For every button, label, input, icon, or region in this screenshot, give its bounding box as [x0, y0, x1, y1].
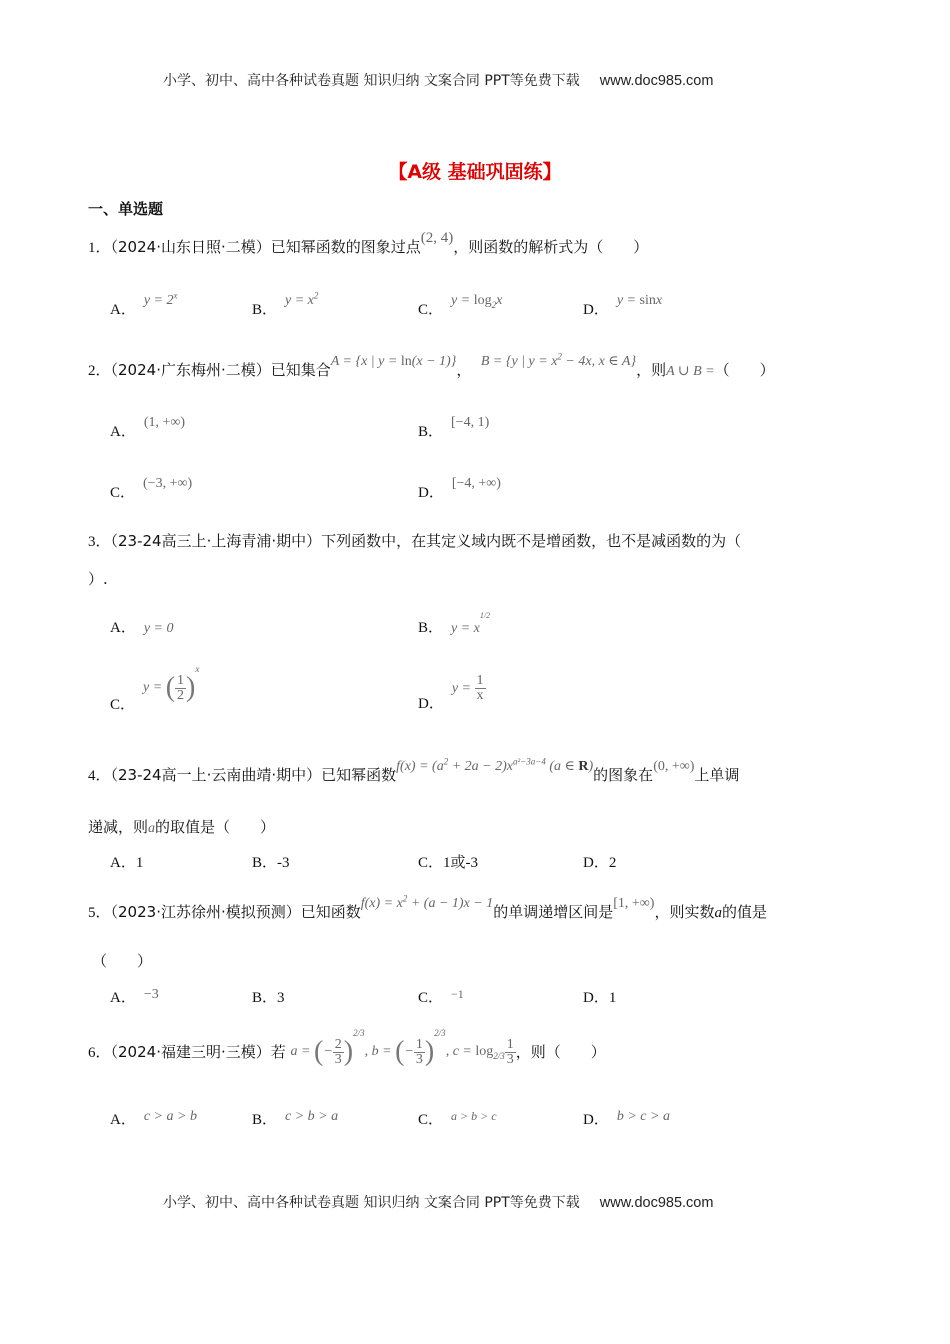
footer-text: 小学、初中、高中各种试卷真题 知识归纳 文案合同 PPT等免费下载: [163, 1195, 580, 1211]
question-stem: 已知函数: [300, 903, 361, 921]
option-label: C．: [418, 855, 444, 871]
option-4a[interactable]: [110, 851, 143, 872]
option-6a[interactable]: [110, 1108, 197, 1129]
question-stem: 下列函数中，在其定义域内既不是增函数，也不是减函数的为（: [321, 532, 742, 550]
option-6d[interactable]: [583, 1108, 670, 1129]
option-label: D．: [583, 1112, 609, 1128]
option-3c[interactable]: [110, 663, 200, 714]
option-math: b > c > a: [616, 1109, 670, 1124]
option-label: A．: [110, 1112, 136, 1128]
option-label: D．: [418, 485, 444, 501]
math-point: (2, 4): [420, 230, 454, 246]
question-stem: 上单调: [694, 766, 740, 784]
option-value: 1: [608, 990, 617, 1006]
option-label: A．: [110, 302, 136, 318]
option-value: 3: [277, 990, 285, 1006]
question-source: （2024·山东日照·二模）: [110, 238, 271, 256]
function-math: $f(x) = x^2 + (a - 1)x - 1$: [360, 893, 494, 911]
option-label: C．: [418, 1112, 444, 1128]
option-math: y = 0: [143, 621, 174, 636]
option-5a[interactable]: [110, 986, 159, 1007]
interval-math: (0, +∞): [653, 759, 695, 774]
question-number: 1．: [88, 240, 111, 256]
question-stem: ，则: [636, 361, 667, 379]
page-title: 【A级 基础巩固练】: [388, 161, 562, 183]
question-4: [88, 756, 740, 785]
question-4-continued: [88, 816, 275, 837]
question-stem: 已知幂函数: [321, 766, 397, 784]
option-math: $y = x^{1/2}$: [451, 611, 491, 636]
option-3b[interactable]: [418, 611, 491, 637]
option-label: D．: [583, 990, 609, 1006]
option-label: A．: [110, 990, 136, 1006]
question-stem: 若: [270, 1043, 286, 1062]
variable-a: a: [714, 905, 722, 921]
option-math: (−3, +∞): [143, 476, 193, 491]
option-label: B．: [252, 1112, 278, 1128]
question-stem-continued: ）.: [88, 570, 108, 588]
option-2b[interactable]: [418, 415, 490, 441]
option-label: D．: [583, 302, 609, 318]
option-label: C．: [418, 990, 444, 1006]
question-number: 6．: [88, 1045, 111, 1062]
option-label: B．: [252, 855, 278, 871]
option-4b[interactable]: [252, 851, 290, 872]
header-url[interactable]: www.doc985.com: [599, 73, 714, 89]
question-number: 5．: [88, 905, 111, 921]
option-2d[interactable]: [418, 476, 501, 502]
option-math: −3: [143, 987, 159, 1002]
option-5c[interactable]: [418, 986, 464, 1007]
option-math: y = sinx: [616, 293, 663, 308]
option-value: 1: [135, 855, 144, 871]
question-stem: 的值是: [721, 903, 767, 921]
option-math: $y = x^2$: [285, 290, 319, 308]
option-value: -3: [277, 855, 290, 871]
option-label: A．: [110, 424, 136, 440]
option-value: 2: [608, 855, 617, 871]
option-3d[interactable]: [418, 673, 486, 712]
option-math: y = ( $\frac{1}{2}$ )$^x$: [143, 663, 200, 703]
option-1b[interactable]: [252, 290, 319, 319]
question-number: 3．: [88, 534, 111, 550]
option-label: B．: [418, 424, 444, 440]
set-a-math: A = {x | y = ln(x − 1)}: [330, 354, 457, 369]
option-label: A．: [110, 855, 136, 871]
option-label: B．: [252, 990, 278, 1006]
option-label: D．: [583, 855, 609, 871]
question-stem: ，则函数的解析式为（ ）: [453, 238, 649, 256]
variable-a: a: [148, 821, 156, 836]
question-source: （2024·广东梅州·二模）: [110, 361, 271, 379]
question-stem: 递减，则: [88, 818, 149, 836]
option-math: −1: [451, 987, 464, 1001]
question-stem: 的单调递增区间是: [493, 903, 614, 921]
option-math: [−4, 1): [451, 415, 490, 430]
interval-math: [1, +∞): [613, 896, 655, 911]
option-label: C．: [418, 302, 444, 318]
question-5: [88, 893, 767, 922]
option-2c[interactable]: [110, 476, 193, 502]
header-text: 小学、初中、高中各种试卷真题 知识归纳 文案合同 PPT等免费下载: [163, 73, 580, 89]
question-source: （2024·福建三明·三模）: [110, 1043, 271, 1062]
option-label: A．: [110, 620, 136, 636]
option-1d[interactable]: [583, 293, 663, 319]
option-4d[interactable]: [583, 851, 616, 872]
option-value: 1或-3: [443, 855, 479, 871]
function-math: $f(x) = (a^2 + 2a - 2)x^{a^2-3a-4}$ (a ∈ R): [396, 756, 594, 774]
option-4c[interactable]: [418, 851, 478, 872]
option-math: a > b > c: [451, 1109, 497, 1123]
answer-paren: （ ）: [714, 361, 775, 379]
option-math: (1, +∞): [143, 415, 186, 430]
set-b-math: B = {y | $y = x^2 - 4x$, x ∈ A}: [480, 351, 637, 369]
option-5b[interactable]: [252, 986, 285, 1007]
option-math: [−4, +∞): [451, 476, 501, 491]
option-1c[interactable]: [418, 293, 503, 320]
union-math: A ∪ B =: [666, 364, 715, 379]
question-number: 4．: [88, 768, 111, 784]
option-math: c > b > a: [285, 1109, 339, 1124]
option-label: B．: [252, 302, 278, 318]
option-math: y = $\frac{1}{x}$: [451, 673, 484, 703]
question-stem: 的取值是（ ）: [155, 818, 276, 836]
question-source: （23-24高三上·上海青浦·期中）: [110, 532, 322, 550]
question-6: [88, 1027, 606, 1070]
option-5d[interactable]: [583, 986, 616, 1007]
question-1: [88, 230, 649, 257]
option-2a[interactable]: [110, 415, 186, 441]
option-1a[interactable]: [110, 290, 178, 319]
option-label: C．: [110, 697, 136, 714]
option-6b[interactable]: [252, 1108, 338, 1129]
option-label: C．: [110, 485, 136, 501]
question-source: （2023·江苏徐州·模拟预测）: [110, 903, 301, 921]
option-math: $y = 2^x$: [143, 290, 178, 308]
question-stem: ，则（ ）: [515, 1043, 606, 1062]
question-stem: ，则实数: [654, 903, 715, 921]
answer-paren: （ ）: [92, 952, 153, 970]
question-stem: 已知集合: [270, 361, 331, 379]
page-header: [163, 70, 713, 90]
option-math: c > a > b: [143, 1109, 197, 1124]
section-heading: 一、单选题: [88, 200, 164, 218]
option-3a[interactable]: [110, 616, 174, 637]
question-3: [88, 530, 741, 551]
footer-url[interactable]: www.doc985.com: [599, 1195, 714, 1211]
option-label: D．: [418, 695, 444, 712]
question-number: 2．: [88, 363, 111, 379]
question-source: （23-24高一上·云南曲靖·期中）: [110, 766, 322, 784]
separator: ，: [456, 361, 472, 379]
page-footer: [163, 1192, 713, 1212]
question-stem: 已知幂函数的图象过点: [270, 238, 421, 256]
question-stem: 的图象在: [593, 766, 654, 784]
option-6c[interactable]: [418, 1108, 497, 1129]
option-math: $y = \log_2x$: [451, 293, 503, 310]
comparison-math: a = (− $\frac{2}{3}$ )$^{2/3}$, b = (− $\frac{1}{3}$ )$^{2/3}$, $c = \log_{2/3}$ $\frac{1}{3}$: [290, 1027, 514, 1067]
option-label: B．: [418, 620, 444, 636]
question-2: [88, 351, 775, 380]
